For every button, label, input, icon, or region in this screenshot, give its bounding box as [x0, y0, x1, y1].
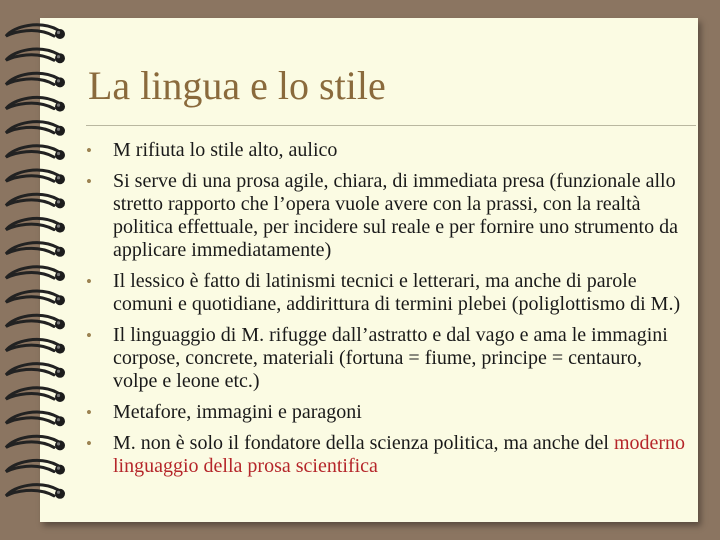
- bullet-icon: •: [86, 326, 92, 345]
- binding-hole: [55, 53, 65, 63]
- binding-hole-shine: [57, 346, 60, 349]
- binding-ring: [6, 25, 58, 36]
- binding-hole-shine: [57, 200, 60, 203]
- binding-hole: [55, 223, 65, 233]
- binding-hole-shine: [57, 394, 60, 397]
- bullet-icon: •: [86, 272, 92, 291]
- spiral-binding-icon: [0, 0, 80, 540]
- bullet-text: M rifiuta lo stile alto, aulico: [113, 139, 338, 161]
- binding-hole-shine: [57, 104, 60, 107]
- highlighted-phrase: moderno linguaggio della prosa scientifica: [113, 432, 686, 477]
- binding-hole-shine: [57, 55, 60, 58]
- bullet-text: Il lessico è fatto di latinismi tecnici e letterari, ma anche di parole comuni e quotidiane, addirittura di termini plebei (poliglottismo di M.): [113, 270, 681, 315]
- binding-hole: [55, 416, 65, 426]
- binding-hole: [55, 174, 65, 184]
- binding-hole: [55, 489, 65, 499]
- binding-hole: [55, 440, 65, 450]
- binding-ring: [6, 412, 58, 423]
- binding-ring: [6, 194, 58, 205]
- binding-hole: [55, 126, 65, 136]
- bullet-list: [86, 121, 686, 478]
- binding-hole: [55, 247, 65, 257]
- binding-ring: [6, 49, 58, 60]
- binding-hole: [55, 295, 65, 305]
- binding-hole-shine: [57, 321, 60, 324]
- binding-ring: [6, 73, 58, 84]
- bullet-icon: •: [86, 141, 92, 160]
- binding-hole-shine: [57, 297, 60, 300]
- binding-hole: [55, 319, 65, 329]
- slide-title: La lingua e lo stile: [88, 63, 386, 108]
- binding-hole-shine: [57, 128, 60, 131]
- binding-hole: [55, 392, 65, 402]
- binding-hole-shine: [57, 79, 60, 82]
- binding-ring: [6, 218, 58, 229]
- binding-hole: [55, 77, 65, 87]
- bullet-text: Il linguaggio di M. rifugge dall’astratto e dal vago e ama le immagini corpose, concrete, materiali (fortuna = fiume, principe = centauro, volpe e leone etc.): [113, 324, 668, 392]
- binding-ring: [6, 315, 58, 326]
- bullet-text: Metafore, immagini e paragoni: [113, 401, 362, 423]
- binding-hole: [55, 150, 65, 160]
- bullet-icon: •: [86, 403, 92, 422]
- binding-ring: [6, 339, 58, 350]
- binding-hole-shine: [57, 491, 60, 494]
- bullet-icon: •: [86, 172, 92, 191]
- binding-ring: [6, 146, 58, 157]
- binding-ring: [6, 364, 58, 375]
- binding-ring: [6, 436, 58, 447]
- binding-hole: [55, 368, 65, 378]
- bullet-item: [86, 432, 686, 478]
- binding-hole-shine: [57, 273, 60, 276]
- bullet-item: [86, 270, 686, 316]
- bullet-item: [86, 401, 686, 424]
- bullet-text: Si serve di una prosa agile, chiara, di immediata presa (funzionale allo stretto rapporto che l’opera vuole avere con la prassi, con la realtà politica effettuale, per incidere sul reale e per fornire uno strumento da applicare immediatamente): [113, 170, 678, 261]
- binding-ring: [6, 97, 58, 108]
- binding-hole: [55, 344, 65, 354]
- binding-ring: [6, 485, 58, 496]
- binding-hole: [55, 102, 65, 112]
- binding-hole-shine: [57, 225, 60, 228]
- binding-ring: [6, 291, 58, 302]
- binding-hole-shine: [57, 249, 60, 252]
- binding-hole-shine: [57, 467, 60, 470]
- binding-hole-shine: [57, 176, 60, 179]
- binding-hole-shine: [57, 31, 60, 34]
- binding-ring: [6, 170, 58, 181]
- binding-ring: [6, 243, 58, 254]
- binding-ring: [6, 388, 58, 399]
- binding-hole: [55, 29, 65, 39]
- bullet-item: [86, 324, 686, 393]
- binding-ring: [6, 267, 58, 278]
- bullet-text: M. non è solo il fondatore della scienza politica, ma anche del: [113, 432, 614, 454]
- binding-hole-shine: [57, 442, 60, 445]
- bullet-icon: •: [86, 434, 92, 453]
- binding-ring: [6, 460, 58, 471]
- bullet-item: [86, 139, 686, 162]
- binding-hole-shine: [57, 370, 60, 373]
- binding-hole: [55, 198, 65, 208]
- binding-hole-shine: [57, 152, 60, 155]
- slide-page: [40, 18, 698, 522]
- binding-hole-shine: [57, 418, 60, 421]
- binding-hole: [55, 465, 65, 475]
- bullet-item: [86, 170, 686, 262]
- binding-hole: [55, 271, 65, 281]
- binding-ring: [6, 122, 58, 133]
